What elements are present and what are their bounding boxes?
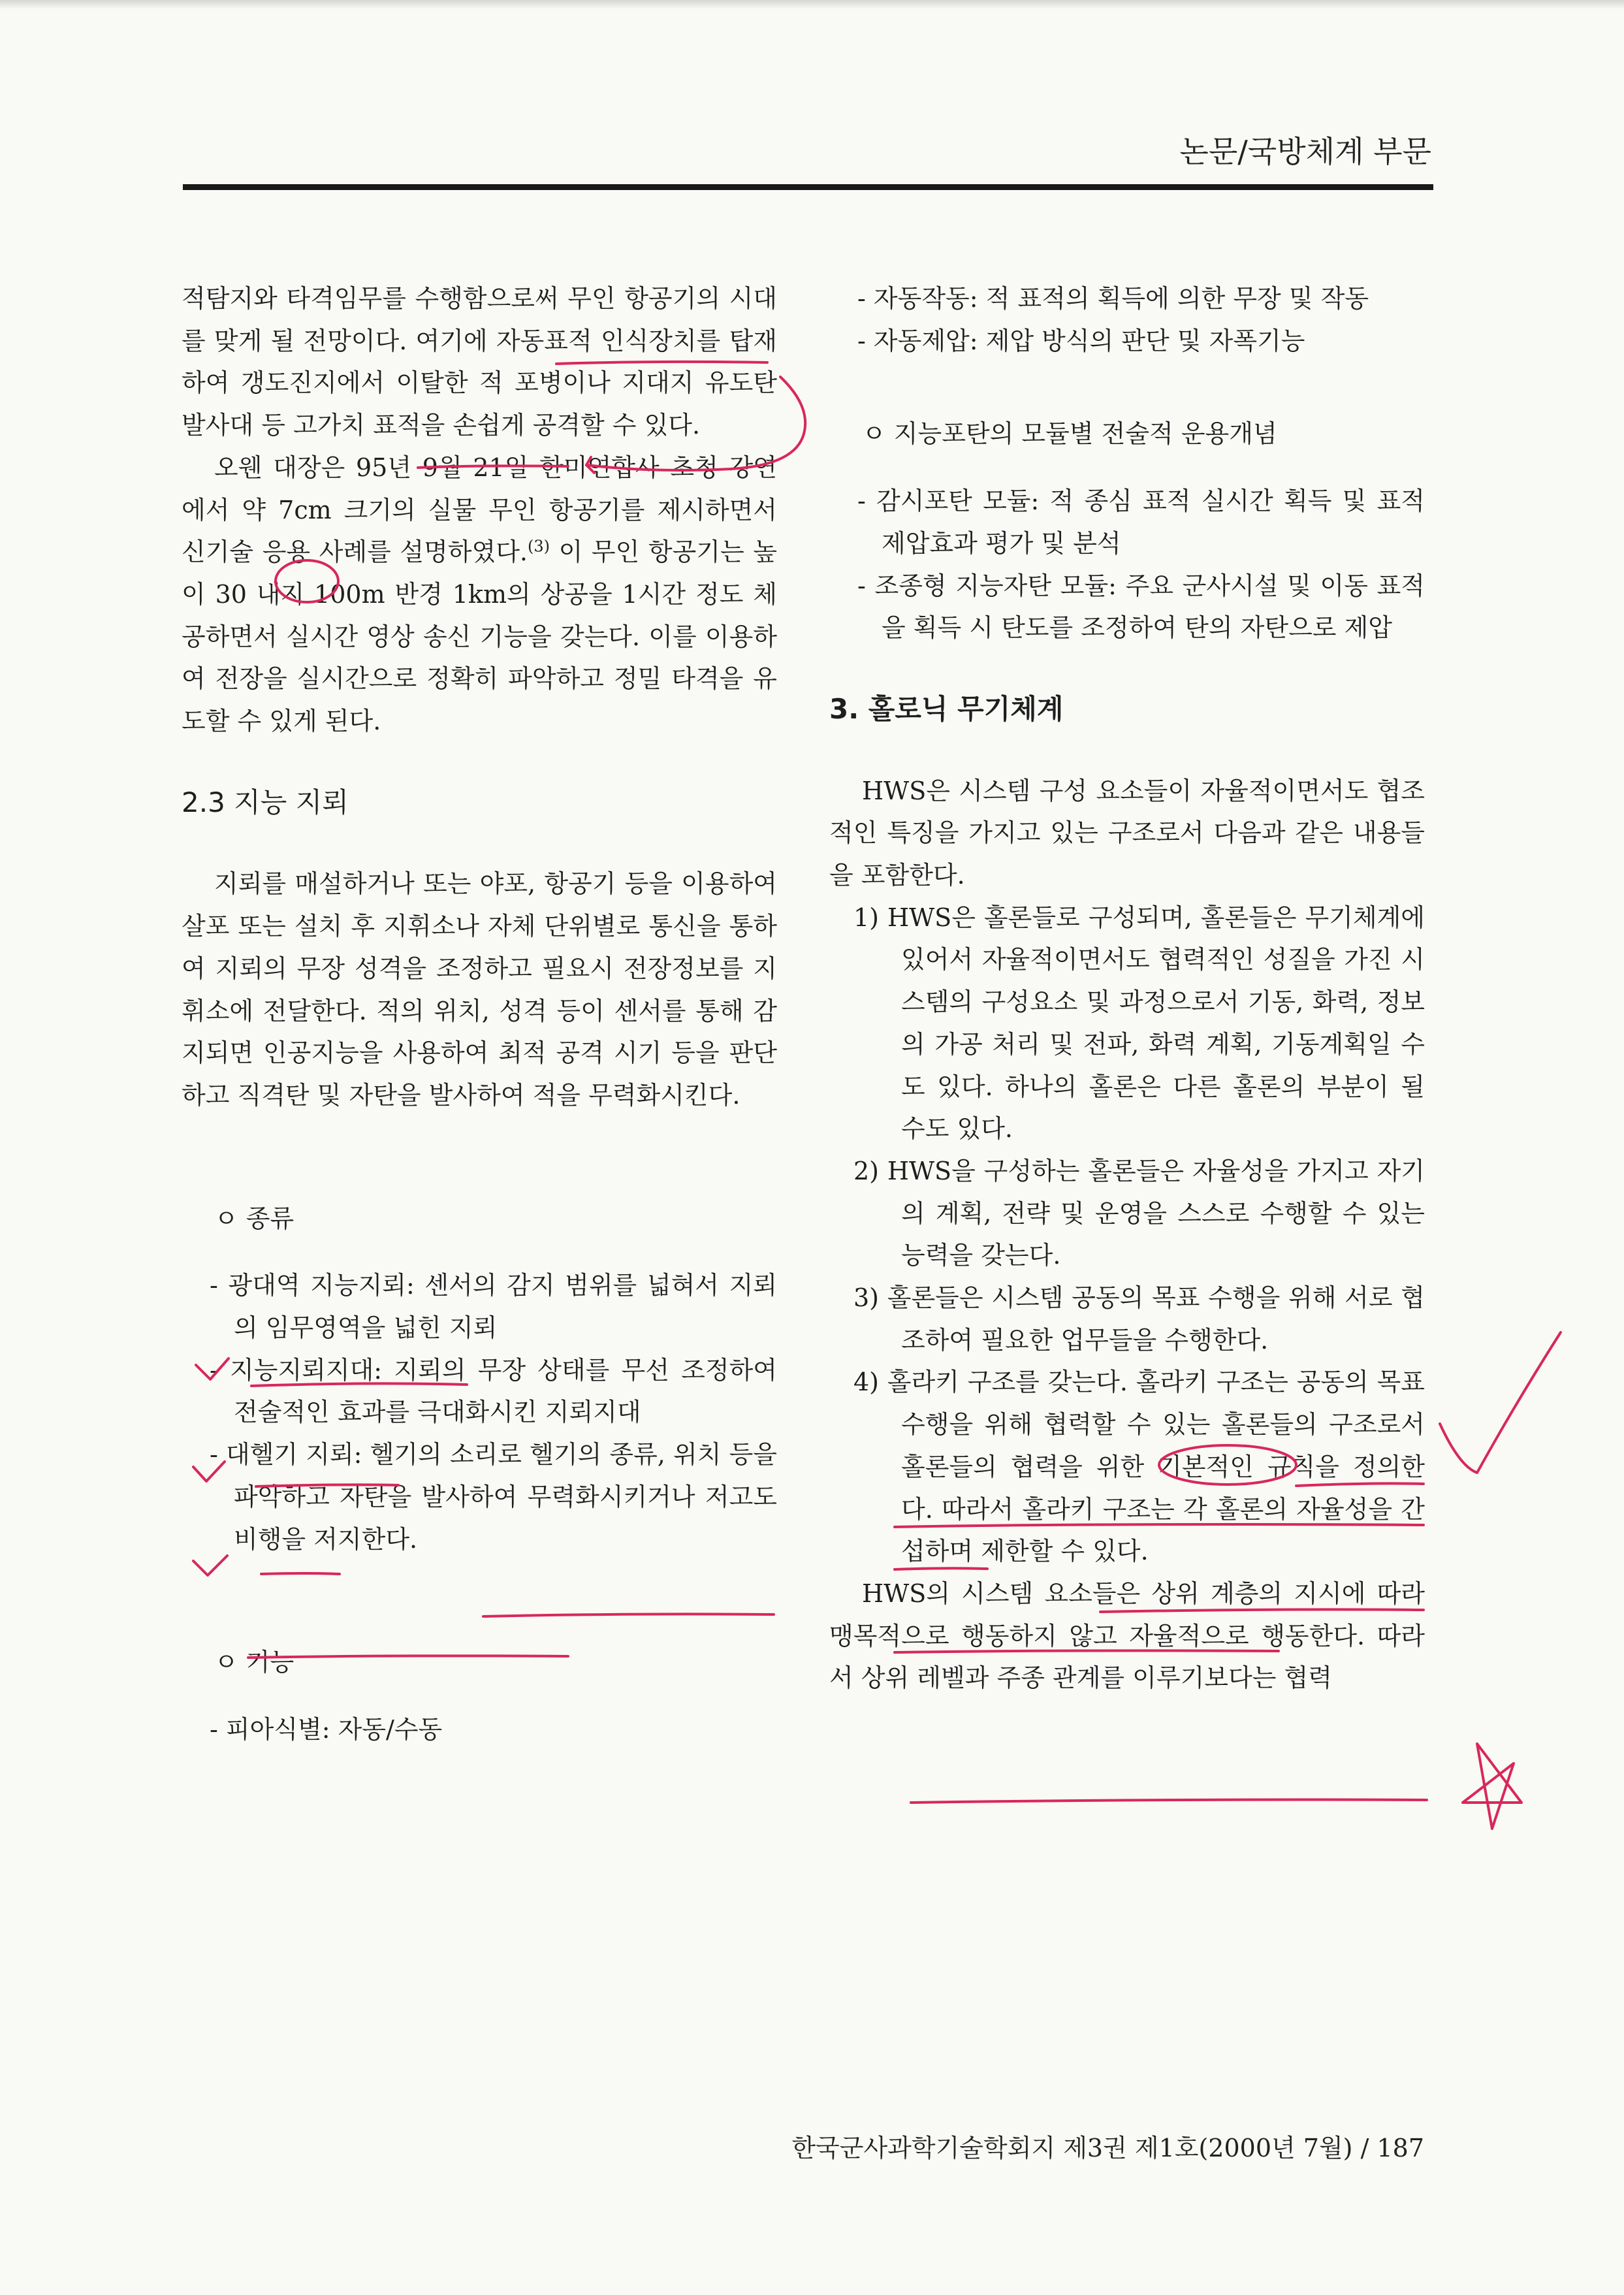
numbered-item: 2) HWS을 구성하는 홀론들은 자율성을 가지고 자기의 계획, 전략 및 운영을 스스로 수행할 수 있는 능력을 갖는다. xyxy=(853,1156,1425,1270)
header-rule xyxy=(183,184,1433,190)
right-column xyxy=(829,278,1425,1699)
numbered-item: 4) 홀라키 구조를 갖는다. 홀라키 구조는 공동의 목표 수행을 위해 협력할 수 있는 홀론들의 구조로서 홀론들의 협력을 위한 기본적인 규칙을 정의한다. 따라서 홀라키 구조는 각 홀론의 자율성을 간섭하며 제한할 수 있다. xyxy=(853,1368,1425,1566)
paragraph-owen-tail: 이 무인 항공기는 높이 30 내지 100m 반경 1km의 상공을 1시간 정도 체공하면서 실시간 영상 송신 기능을 갖는다. 이를 이용하여 전장을 실시간으로 정확히 파악하고 정밀 타격을 유도할 수 있게 된다. xyxy=(182,538,777,736)
paragraph-smart-mine: 지뢰를 매설하거나 또는 야포, 항공기 등을 이용하여 살포 또는 설치 후 지휘소나 자체 단위별로 통신을 통하여 지뢰의 무장 성격을 조정하고 필요시 전장정보를 지휘소에 전달한다. 적의 위치, 성격 등이 센서를 통해 감지되면 인공지능을 사용하여 최적 공격 시기 등을 판단하고 직격탄 및 자탄을 발사하여 적을 무력화시킨다. xyxy=(182,869,777,1110)
function-item: - 자동제압: 제압 방식의 판단 및 자폭기능 xyxy=(857,326,1305,355)
paragraph-uav-intro: 적탐지와 타격임무를 수행함으로써 무인 항공기의 시대를 맞게 될 전망이다. 여기에 자동표적 인식장치를 탑재하여 갱도진지에서 이탈한 적 포병이나 지대지 유도탄 발사대 등 고가치 표적을 손쉽게 공격할 수 있다. xyxy=(182,284,777,440)
reference-mark: (3) xyxy=(528,537,550,556)
scan-edge xyxy=(0,0,1624,9)
page-footer: 한국군사과학기술학회지 제3권 제1호(2000년 7월) / 187 xyxy=(791,2134,1424,2162)
numbered-item: 1) HWS은 홀론들로 구성되며, 홀론들은 무기체계에 있어서 자율적이면서도 협력적인 성질을 가진 시스템의 구성요소 및 과정으로서 기동, 화력, 정보의 가공 처리 및 전파, 화력 계획, 기동계획일 수도 있다. 하나의 홀론은 다른 홀론의 부분이 될 수도 있다. xyxy=(853,903,1425,1144)
module-item: - 감시포탄 모듈: 적 종심 표적 실시간 획득 및 표적 제압효과 평가 및 분석 xyxy=(857,487,1425,558)
function-item: - 자동작동: 적 표적의 획득에 의한 무장 및 작동 xyxy=(857,284,1369,313)
section-2-3-title: 2.3 지능 지뢰 xyxy=(182,786,349,818)
pen-underline xyxy=(911,1800,1427,1803)
function-title: ㅇ 기능 xyxy=(214,1648,295,1677)
check-mark-icon xyxy=(1440,1332,1561,1473)
kind-item: - 대헬기 지뢰: 헬기의 소리로 헬기의 종류, 위치 등을 파악하고 자탄을 발사하여 무력화시키거나 저고도 비행을 저지한다. xyxy=(210,1440,777,1554)
paragraph-owen-text: 오웬 대장은 95년 9월 21일 한미연합사 초청 강연에서 약 7cm 크기의 실물 무인 항공기를 제시하면서 신기술 응용 사례를 설명하였다. xyxy=(182,453,777,567)
numbered-item: 3) 홀론들은 시스템 공동의 목표 수행을 위해 서로 협조하여 필요한 업무들을 수행한다. xyxy=(853,1283,1425,1355)
page-header-title: 논문/국방체계 부문 xyxy=(1179,134,1431,169)
kinds-title: ㅇ 종류 xyxy=(214,1204,295,1233)
section-3-title: 3. 홀로닉 무기체계 xyxy=(829,692,1064,725)
paragraph-hws-intro: HWS은 시스템 구성 요소들이 자율적이면서도 협조적인 특징을 가지고 있는 구조로서 다음과 같은 내용들을 포함한다. xyxy=(829,776,1425,890)
left-column xyxy=(182,278,777,1751)
star-icon xyxy=(1463,1744,1521,1829)
function-item: - 피아식별: 자동/수동 xyxy=(210,1714,443,1744)
paragraph-hws-elements: HWS의 시스템 요소들은 상위 계층의 지시에 따라 맹목적으로 행동하지 않고 자율적으로 행동한다. 따라서 상위 레벨과 주종 관계를 이루기보다는 협력 xyxy=(829,1579,1425,1693)
kind-item: - 지능지뢰지대: 지뢰의 무장 상태를 무선 조정하여 전술적인 효과를 극대화시킨 지뢰지대 xyxy=(210,1355,777,1427)
module-item: - 조종형 지능자탄 모듈: 주요 군사시설 및 이동 표적을 획득 시 탄도를 조정하여 탄의 자탄으로 제압 xyxy=(857,571,1425,643)
module-title: ㅇ 지능포탄의 모듈별 전술적 운용개념 xyxy=(862,419,1277,449)
paragraph-owen xyxy=(182,447,777,743)
kind-item: - 광대역 지능지뢰: 센서의 감지 범위를 넓혀서 지뢰의 임무영역을 넓힌 지뢰 xyxy=(210,1271,777,1343)
